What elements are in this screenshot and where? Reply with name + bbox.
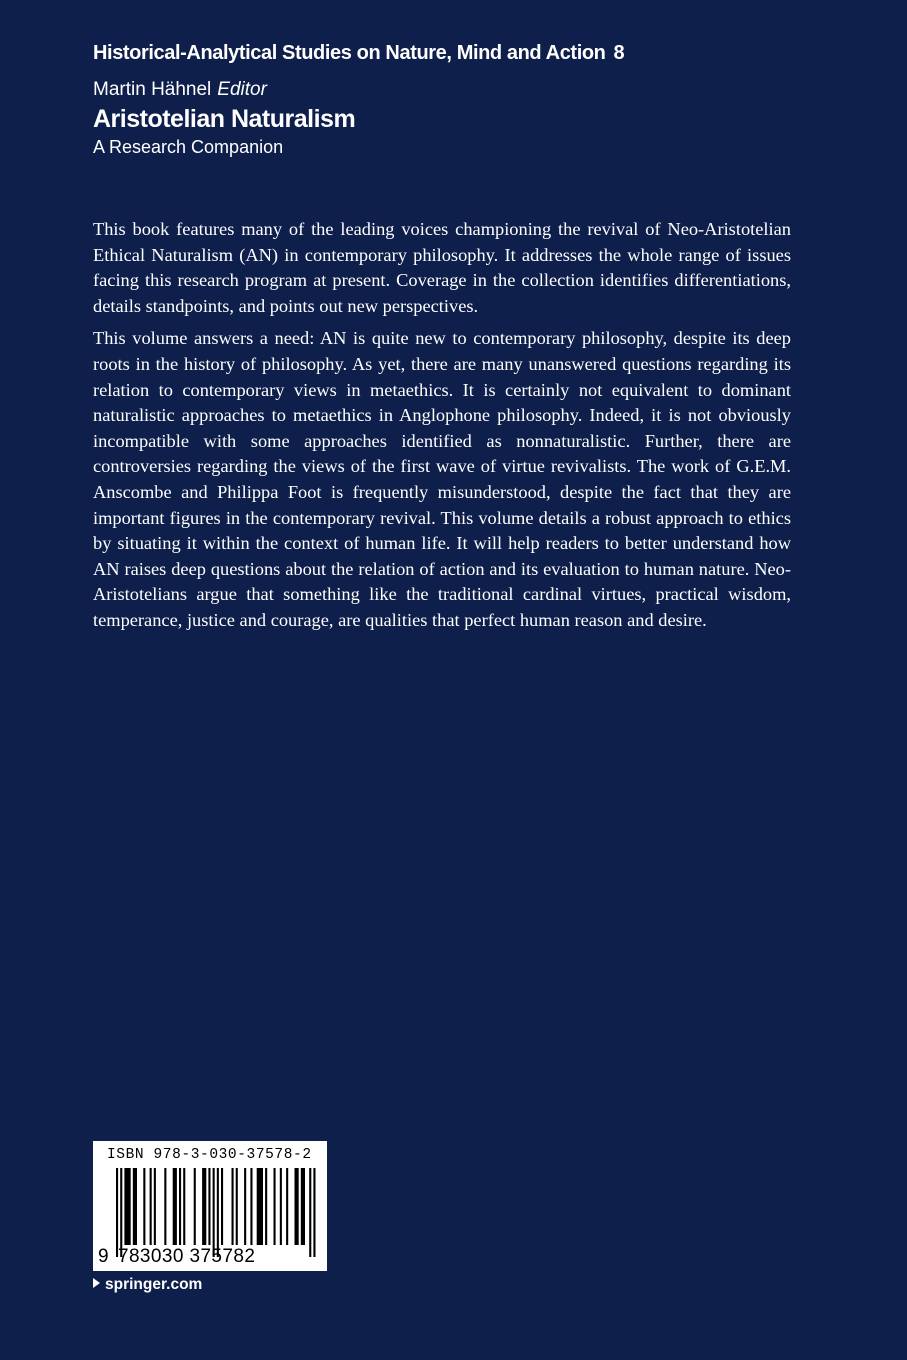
barcode-bar bbox=[280, 1168, 282, 1245]
series-title: Historical-Analytical Studies on Nature, Mind and Action bbox=[93, 42, 606, 64]
barcode-bar bbox=[232, 1168, 234, 1245]
barcode-bar bbox=[154, 1168, 156, 1245]
barcode-bar bbox=[301, 1168, 305, 1245]
barcode-bar bbox=[133, 1168, 137, 1245]
barcode-bar bbox=[286, 1168, 288, 1245]
barcode-guard-bar bbox=[116, 1168, 118, 1257]
barcode-bar bbox=[183, 1168, 185, 1245]
barcode-guard-bar bbox=[313, 1168, 315, 1257]
barcode-bar bbox=[202, 1168, 206, 1245]
editor-line bbox=[93, 78, 853, 102]
cover-header bbox=[93, 38, 853, 158]
barcode-bar bbox=[179, 1168, 181, 1245]
barcode-bar bbox=[265, 1168, 267, 1245]
barcode-bar bbox=[194, 1168, 196, 1245]
book-subtitle: A Research Companion bbox=[93, 137, 284, 157]
publisher-link[interactable] bbox=[93, 1275, 202, 1295]
book-blurb bbox=[93, 217, 791, 641]
barcode-bar bbox=[124, 1168, 130, 1245]
blurb-paragraph: This volume answers a need: AN is quite new to contemporary philosophy, despite its deep roots in the history of philosophy. As yet, there are many unanswered questions regarding its relation to contemporary views in metaethics. It is certainly not equivalent to dominant naturalistic approaches to metaethics in Anglophone philosophy. Indeed, it is not obviously incompatible with some approaches identified as nonnaturalistic. Further, there are controversies regarding the views of the first wave of virtue revivalists. The work of G.E.M. Anscombe and Philippa Foot is frequently misunderstood, despite the fact that they are important figures in the contemporary revival. This volume details a robust approach to ethics by situating it within the context of human life. It will help readers to better understand how AN raises deep questions about the relation of action and its evaluation to human nature. Neo-Aristotelians argue that something like the traditional cardinal virtues, practical wisdom, temperance, justice and courage, are qualities that perfect human reason and desire. bbox=[93, 328, 791, 630]
publisher-url: springer.com bbox=[105, 1276, 203, 1293]
barcode-bar bbox=[143, 1168, 145, 1245]
barcode-bar bbox=[164, 1168, 166, 1245]
barcode-guard-bar bbox=[217, 1168, 219, 1257]
barcode-bar bbox=[150, 1168, 152, 1245]
ean-digits: 783030 375782 bbox=[118, 1246, 256, 1267]
barcode-bar bbox=[295, 1168, 299, 1245]
isbn-label: ISBN 978-3-030-37578-2 bbox=[107, 1147, 312, 1163]
ean-first-digit: 9 bbox=[98, 1246, 109, 1267]
book-title: Aristotelian Naturalism bbox=[93, 105, 356, 133]
editor-name: Martin Hähnel bbox=[93, 79, 212, 100]
barcode-bar bbox=[244, 1168, 246, 1245]
barcode-guard-bar bbox=[120, 1168, 122, 1257]
barcode-bar bbox=[274, 1168, 276, 1245]
barcode-bar bbox=[221, 1168, 223, 1245]
barcode-guard-bar bbox=[309, 1168, 311, 1257]
series-line bbox=[93, 38, 853, 68]
series-volume-number: 8 bbox=[613, 42, 625, 64]
barcode-bar bbox=[173, 1168, 177, 1245]
editor-role: Editor bbox=[217, 79, 267, 100]
blurb-paragraph: This book features many of the leading voices championing the revival of Neo-Aristotelian Ethical Naturalism (AN) in contemporary philosophy. It addresses the whole range of issues facing this research program at present. Coverage in the collection identifies differentiations, details standpoints, and points out new perspectives. bbox=[93, 219, 791, 316]
barcode-bar bbox=[257, 1168, 263, 1245]
barcode-guard-bar bbox=[213, 1168, 215, 1257]
barcode-bar bbox=[208, 1168, 210, 1245]
triangle-right-icon bbox=[93, 1278, 100, 1288]
barcode-bar bbox=[250, 1168, 252, 1245]
barcode-bar bbox=[236, 1168, 238, 1245]
isbn-barcode bbox=[93, 1141, 327, 1271]
